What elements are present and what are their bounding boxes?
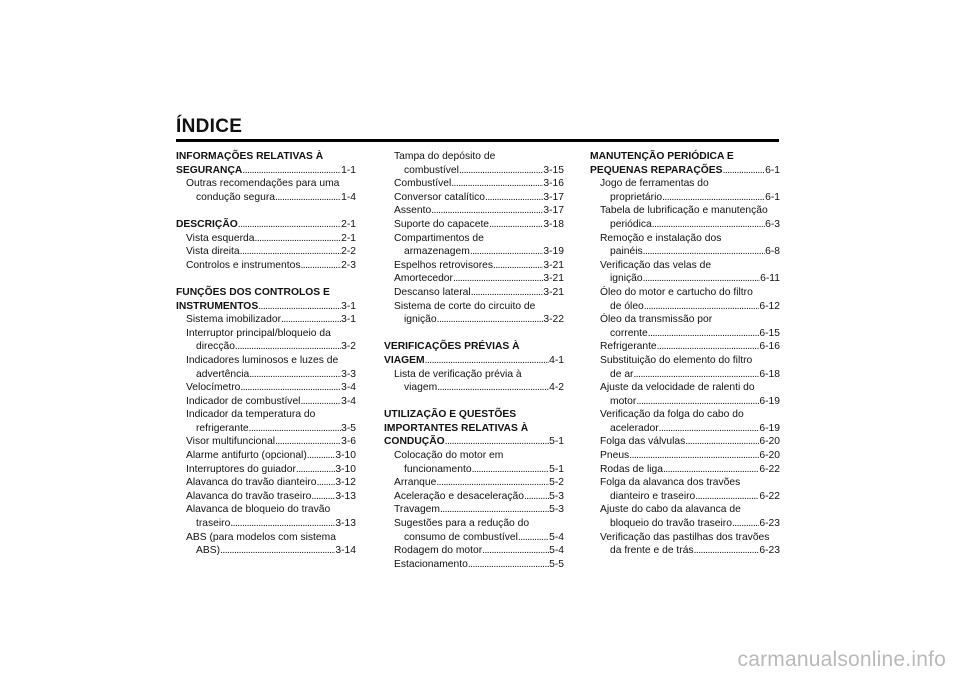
toc-page-number: 5-4 [549,545,564,557]
toc-page-number: 6-19 [759,422,780,434]
toc-entry[interactable] [590,300,780,314]
toc-entry-text: motor [610,395,637,407]
toc-entry-text: acelerador [610,422,659,434]
toc-page-number: 3-19 [543,246,564,258]
toc-entry-text: direcção [196,341,235,353]
toc-entry-text: combustível [404,164,459,176]
page-title: ÍNDICE [176,116,243,137]
toc-entry[interactable] [590,218,780,232]
toc-section-heading[interactable] [590,164,780,178]
toc-page-number: 6-20 [759,450,780,462]
toc-entry[interactable] [590,313,780,327]
toc-page-number: 5-3 [549,504,564,516]
toc-entry-text: Indicador de combustível [186,395,301,407]
toc-entry-text: Substituição do elemento do filtro [600,354,753,366]
toc-page-number: 2-1 [341,218,356,230]
toc-entry-text: Indicadores luminosos e luzes de [186,354,339,366]
toc-entry-text: painéis [610,246,643,258]
toc-page-number: 6-23 [759,518,780,530]
dot-leader [524,490,549,504]
dot-leader [220,544,335,558]
dot-leader [485,191,543,205]
toc-entry-text: Ajuste da velocidade de ralenti do [600,382,755,394]
toc-entry-text: viagem [404,382,438,394]
toc-entry-text: armazenagem [404,246,470,258]
toc-entry[interactable] [176,327,356,341]
toc-entry[interactable] [590,177,780,191]
toc-entry-text: Alavanca de bloqueio do travão [186,504,331,516]
toc-entry[interactable] [176,259,356,273]
toc-page-number: 3-17 [543,191,564,203]
toc-entry[interactable] [384,544,564,558]
toc-entry-text: corrente [610,327,648,339]
toc-section-heading[interactable] [176,218,356,232]
toc-entry[interactable] [590,517,780,531]
toc-entry[interactable] [590,259,780,273]
toc-page-number: 3-13 [335,490,356,502]
dot-leader [238,218,341,232]
toc-entry[interactable] [176,191,356,205]
toc-entry-text: PEQUENAS REPARAÇÕES [590,164,723,176]
dot-leader [652,218,765,232]
toc-entry[interactable] [590,286,780,300]
toc-entry[interactable] [176,232,356,246]
toc-entry-text: Combustível [394,178,452,190]
dot-leader [281,313,341,327]
toc-section-heading[interactable] [384,340,564,354]
toc-entry[interactable] [384,531,564,545]
toc-entry-text: Sistema imobilizador [186,314,281,326]
toc-entry-text: da frente e de trás [610,545,694,557]
toc-entry[interactable] [590,327,780,341]
toc-entry-text: refrigerante [196,422,249,434]
dot-leader [695,490,759,504]
toc-page-number: 5-1 [549,463,564,475]
toc-entry[interactable] [176,245,356,259]
toc-page-number: 6-1 [765,191,780,203]
toc-entry-text: Pneus [600,450,630,462]
toc-entry-text: Verificação das velas de [600,259,712,271]
dot-leader [636,395,759,409]
toc-column-1 [176,150,356,558]
toc-entry[interactable] [384,259,564,273]
toc-entry-text: Velocímetro [186,382,241,394]
toc-page-number: 3-21 [543,273,564,285]
toc-entry[interactable] [176,476,356,490]
toc-page-number: 6-18 [759,368,780,380]
toc-entry[interactable] [384,204,564,218]
toc-entry-text: Descanso lateral [394,286,471,298]
toc-page-number: 6-16 [759,341,780,353]
toc-entry[interactable] [590,232,780,246]
dot-leader [451,177,543,191]
toc-entry[interactable] [384,517,564,531]
toc-entry[interactable] [384,191,564,205]
toc-entry-text: Ajuste do cabo da alavanca de [600,504,741,516]
toc-entry-text: SEGURANÇA [176,164,243,176]
toc-entry[interactable] [590,245,780,259]
dot-leader [437,381,549,395]
toc-page-number: 3-14 [335,545,356,557]
toc-entry-text: ABS) [196,545,221,557]
toc-entry-text: funcionamento [404,463,472,475]
toc-entry[interactable] [384,164,564,178]
toc-page-number: 5-4 [549,531,564,543]
toc-entry-text: condução segura [196,191,276,203]
toc-entry[interactable] [590,272,780,286]
toc-page-number: 6-19 [759,395,780,407]
toc-entry-text: VERIFICAÇÕES PRÉVIAS À [384,341,520,353]
toc-page-number: 6-3 [765,218,780,230]
toc-entry-text: de ar [610,368,634,380]
toc-entry-text: CONDUÇÃO [384,436,445,448]
toc-entry-text: Folga da alavanca dos travões [600,477,741,489]
toc-entry-text: Óleo do motor e cartucho do filtro [600,286,753,298]
toc-entry-text: Compartimentos de [394,232,484,244]
toc-entry-text: periódica [610,218,652,230]
toc-entry-text: Outras recomendações para uma [186,178,340,190]
toc-entry[interactable] [384,272,564,286]
dot-leader [240,381,341,395]
dot-leader [732,517,759,531]
toc-entry-text: Estacionamento [394,558,468,570]
toc-page-number: 4-1 [549,354,564,366]
toc-entry[interactable] [176,177,356,191]
dot-leader [235,340,341,354]
toc-entry-text: proprietário [610,191,663,203]
toc-page-number: 3-1 [341,314,356,326]
toc-entry[interactable] [590,191,780,205]
toc-column-2 [384,150,564,571]
toc-entry-text: Jogo de ferramentas do [600,178,709,190]
toc-page-number: 6-23 [759,545,780,557]
toc-entry-text: Alarme antifurto (opcional) [186,450,307,462]
toc-entry[interactable] [590,408,780,422]
toc-entry-text: Verificação da folga do cabo do [600,409,744,421]
dot-leader [296,463,335,477]
toc-entry[interactable] [384,476,564,490]
toc-entry-text: MANUTENÇÃO PERIÓDICA E [590,151,734,162]
toc-page-number: 3-3 [341,368,356,380]
toc-page-number: 3-10 [335,463,356,475]
toc-section-heading[interactable] [176,286,356,300]
toc-entry-text: Refrigerante [600,341,657,353]
toc-entry[interactable] [176,449,356,463]
dot-leader [436,476,549,490]
toc-entry[interactable] [384,449,564,463]
watermark: carmanualsonline.info [737,648,946,671]
dot-leader [657,340,760,354]
toc-entry-text: Aceleração e desaceleração [394,490,524,502]
toc-page-number: 3-5 [341,422,356,434]
toc-entry-text: Espelhos retrovisores [394,259,494,271]
toc-entry[interactable] [590,476,780,490]
toc-entry[interactable] [590,544,780,558]
toc-entry-text: Visor multifuncional [186,436,276,448]
dot-leader [445,435,549,449]
toc-entry[interactable] [176,463,356,477]
toc-entry[interactable] [176,313,356,327]
toc-page-number: 6-1 [765,164,780,176]
dot-leader [644,300,760,314]
toc-entry-text: FUNÇÕES DOS CONTROLOS E [176,286,330,298]
toc-entry[interactable] [384,558,564,572]
toc-page-number: 3-21 [543,259,564,271]
dot-leader [300,395,341,409]
toc-entry[interactable] [590,463,780,477]
dot-leader [482,544,549,558]
dot-leader [440,503,549,517]
toc-entry[interactable] [176,381,356,395]
toc-entry[interactable] [384,368,564,382]
toc-entry[interactable] [176,340,356,354]
dot-leader [249,422,341,436]
toc-page-number: 3-12 [335,477,356,489]
toc-page-number: 3-16 [543,178,564,190]
toc-entry-text: Rodas de liga [600,463,663,475]
toc-entry[interactable] [176,544,356,558]
toc-entry-text: traseiro [196,518,231,530]
toc-entry[interactable] [176,435,356,449]
toc-entry-text: Tabela de lubrificação e manutenção [600,205,768,217]
toc-entry-text: Amortecedor [394,273,453,285]
toc-entry-text: Lista de verificação prévia à [394,368,522,380]
dot-leader [489,218,543,232]
dot-leader [662,191,765,205]
dot-leader [643,272,761,286]
dot-leader [663,463,759,477]
toc-page-number: 6-8 [765,246,780,258]
toc-page-number: 3-18 [543,218,564,230]
toc-entry[interactable] [590,340,780,354]
toc-entry[interactable] [384,463,564,477]
toc-page-number: 3-15 [543,164,564,176]
dot-leader [275,435,341,449]
toc-page-number: 5-2 [549,477,564,489]
toc-column-3 [590,150,780,558]
toc-section-heading[interactable] [176,164,356,178]
toc-entry[interactable] [384,490,564,504]
dot-leader [307,449,336,463]
toc-entry[interactable] [176,531,356,545]
toc-entry[interactable] [590,435,780,449]
toc-page-number: 6-11 [760,273,780,285]
dot-leader [472,463,550,477]
toc-entry[interactable] [384,218,564,232]
toc-entry-text: Alavanca do travão dianteiro [186,477,317,489]
toc-entry-text: ABS (para modelos com sistema [186,531,336,543]
toc-entry-text: dianteiro e traseiro [610,490,696,502]
toc-entry-text: Verificação das pastilhas dos travões [600,531,770,543]
dot-leader [311,490,335,504]
dot-leader [694,544,760,558]
toc-entry-text: ignição [610,273,643,285]
toc-entry[interactable] [384,300,564,314]
toc-entry-text: Rodagem do motor [394,545,483,557]
toc-entry[interactable] [176,368,356,382]
toc-entry[interactable] [590,204,780,218]
dot-leader [275,191,341,205]
toc-entry-text: Assento [394,205,432,217]
toc-page-number: 6-12 [759,300,780,312]
toc-page-number: 3-2 [341,341,356,353]
toc-entry-text: ignição [404,314,437,326]
dot-leader [643,245,765,259]
toc-page-number: 4-2 [549,382,564,394]
toc-entry[interactable] [384,381,564,395]
toc-section-heading[interactable] [384,422,564,436]
dot-leader [230,517,335,531]
title-rule [176,139,779,142]
dot-leader [431,204,543,218]
dot-leader [255,232,342,246]
toc-page-number: 2-3 [341,259,356,271]
toc-entry[interactable] [384,177,564,191]
toc-page-number: 3-13 [335,518,356,530]
toc-entry[interactable] [384,232,564,246]
dot-leader [468,558,549,572]
section-gap [176,272,356,286]
toc-entry-text: Alavanca do travão traseiro [186,490,312,502]
toc-entry-text: Suporte do capacete [394,218,490,230]
toc-entry-text: Remoção e instalação dos [600,232,722,244]
toc-entry[interactable] [590,395,780,409]
toc-entry-text: bloqueio do travão traseiro [610,518,732,530]
toc-section-heading[interactable] [384,408,564,422]
dot-leader [459,164,543,178]
toc-page-number: 5-3 [549,490,564,502]
dot-leader [648,327,760,341]
section-gap [176,204,356,218]
dot-leader [470,245,544,259]
toc-entry[interactable] [590,503,780,517]
toc-entry[interactable] [384,286,564,300]
toc-page-number: 6-22 [759,490,780,502]
toc-page-number: 3-21 [543,286,564,298]
dot-leader [437,313,544,327]
toc-page-number: 3-22 [543,314,564,326]
toc-page-number: 2-1 [341,232,356,244]
toc-page-number: 6-15 [759,327,780,339]
toc-page-number: 3-10 [335,450,356,462]
toc-page-number: 3-1 [341,300,356,312]
toc-entry[interactable] [384,245,564,259]
toc-entry-text: DESCRIÇÃO [176,218,238,230]
toc-entry-text: Tampa do depósito de [394,151,496,162]
toc-entry[interactable] [590,490,780,504]
dot-leader [471,286,544,300]
toc-entry-text: INFORMAÇÕES RELATIVAS À [176,151,324,162]
toc-entry[interactable] [590,354,780,368]
toc-entry-text: VIAGEM [384,354,425,366]
toc-page-number: 6-22 [759,463,780,475]
dot-leader [242,164,341,178]
dot-leader [629,449,759,463]
toc-entry[interactable] [176,517,356,531]
toc-page-number: 3-17 [543,205,564,217]
toc-entry-text: Controlos e instrumentos [186,259,301,271]
toc-entry[interactable] [590,381,780,395]
toc-entry[interactable] [384,150,564,164]
dot-leader [633,368,759,382]
toc-entry[interactable] [176,395,356,409]
toc-entry-text: Sistema de corte do circuito de [394,300,536,312]
dot-leader [518,531,549,545]
toc-entry-text: Conversor catalítico [394,191,485,203]
toc-entry[interactable] [590,368,780,382]
section-gap [384,395,564,409]
dot-leader [300,259,341,273]
toc-entry[interactable] [176,422,356,436]
toc-entry[interactable] [590,531,780,545]
dot-leader [493,259,543,273]
toc-entry[interactable] [176,490,356,504]
toc-section-heading[interactable] [590,150,780,164]
toc-page-number: 3-4 [341,382,356,394]
toc-page-number: 1-4 [341,191,356,203]
dot-leader [240,245,341,259]
toc-entry-text: IMPORTANTES RELATIVAS À [384,422,529,434]
toc-entry-text: UTILIZAÇÃO E QUESTÕES [384,409,517,421]
toc-entry-text: INSTRUMENTOS [176,300,259,312]
dot-leader [425,354,549,368]
toc-entry-text: Vista esquerda [186,232,255,244]
toc-section-heading[interactable] [176,300,356,314]
toc-entry-text: Travagem [394,504,440,516]
toc-entry-text: Arranque [394,477,437,489]
toc-entry-text: Indicador da temperatura do [186,409,316,421]
toc-section-heading[interactable] [384,435,564,449]
toc-page-number: 1-1 [341,164,356,176]
toc-entry-text: Óleo da transmissão por [600,314,713,326]
toc-entry-text: Interruptores do guiador [186,463,296,475]
toc-entry-text: advertência [196,368,250,380]
toc-entry[interactable] [176,354,356,368]
toc-entry[interactable] [590,422,780,436]
toc-entry[interactable] [176,408,356,422]
dot-leader [453,272,543,286]
toc-entry[interactable] [590,449,780,463]
toc-section-heading[interactable] [384,354,564,368]
dot-leader [659,422,760,436]
toc-entry-text: Interruptor principal/bloqueio da [186,327,331,339]
toc-page-number: 5-5 [549,558,564,570]
dot-leader [685,435,759,449]
toc-entry[interactable] [384,503,564,517]
section-gap [384,327,564,341]
toc-entry[interactable] [384,313,564,327]
toc-page-number: 2-2 [341,246,356,258]
toc-page-number: 5-1 [549,436,564,448]
toc-page-number: 6-20 [759,436,780,448]
toc-entry-text: Folga das válvulas [600,436,686,448]
toc-page-number: 3-6 [341,436,356,448]
dot-leader [249,368,341,382]
toc-entry-text: Sugestões para a redução do [394,518,530,530]
toc-entry[interactable] [176,503,356,517]
dot-leader [317,476,336,490]
toc-entry-text: Colocação do motor em [394,450,504,462]
dot-leader [258,300,341,314]
toc-entry-text: de óleo [610,300,644,312]
toc-entry-text: consumo de combustível [404,531,518,543]
dot-leader [723,164,766,178]
toc-page-number: 3-4 [341,395,356,407]
toc-section-heading[interactable] [176,150,356,164]
toc-entry-text: Vista direita [186,246,240,258]
